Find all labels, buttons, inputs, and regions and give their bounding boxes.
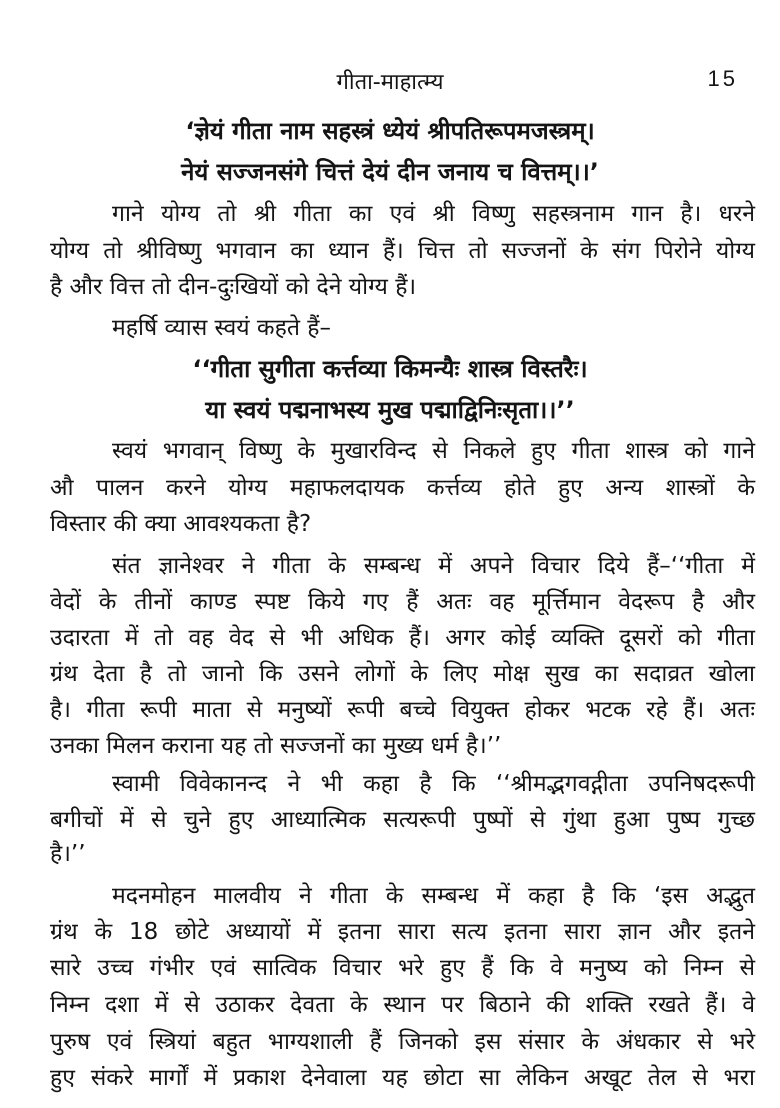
- text-line: मदनमोहन मालवीय ने गीता के सम्बन्ध में कहा है कि ‘इस अद्भुत: [112, 883, 755, 909]
- text-line: विस्तार की क्या आवश्यकता है?: [50, 511, 312, 537]
- text-line: योग्य तो श्रीविष्णु भगवान का ध्यान हैं। चित्त तो सज्जनों के संग पिरोने योग्य: [50, 238, 755, 264]
- text-line: पुरुष एवं स्त्रियां बहुत भाग्यशाली हैं जिनको इस संसार के अंधकार से भरे: [50, 1029, 755, 1055]
- text-line: महर्षि व्यास स्वयं कहते हैं–: [112, 315, 331, 341]
- page-number: 15: [707, 66, 738, 91]
- text-line: है और वित्त तो दीन-दुःखियों को देने योग्य हैं।: [50, 274, 417, 300]
- text-line: संत ज्ञानेश्वर ने गीता के सम्बन्ध में अपने विचार दिये हैं–‘‘गीता में: [112, 553, 755, 579]
- running-title: गीता-माहात्म्य: [336, 70, 444, 95]
- text-line: उदारता में तो वह वेद से भी अधिक हैं। अगर कोई व्यक्ति दूसरों को गीता: [50, 625, 755, 651]
- text-line: औ पालन करने योग्य महाफलदायक कर्त्तव्य होते हुए अन्य शास्त्रों के: [50, 475, 755, 501]
- text-line: ग्रंथ के 18 छोटे अध्यायों में इतना सारा सत्य इतना सारा ज्ञान और इतने: [50, 919, 755, 945]
- page-header: [0, 62, 780, 98]
- verse-line: या स्वयं पद्मनाभस्य मुख पद्माद्विनिःसृता।।’’: [205, 396, 575, 424]
- text-line: स्वयं भगवान् विष्णु के मुखारविन्द से निकले हुए गीता शास्त्र को गाने: [112, 438, 755, 464]
- verse-line: ‘‘गीता सुगीता कर्त्तव्या किमन्यैः शास्त्र विस्तरैः।: [192, 355, 588, 383]
- text-line: स्वामी विवेकानन्द ने भी कहा है कि ‘‘श्रीमद्भगवद्गीता उपनिषदरूपी: [112, 771, 755, 797]
- text-line: है। गीता रूपी माता से मनुष्यों रूपी बच्चे वियुक्त होकर भटक रहे हैं। अतः: [50, 697, 755, 723]
- text-line: है।’’: [50, 841, 86, 867]
- text-line: निम्न दशा में से उठाकर देवता के स्थान पर बिठाने की शक्ति रखते हैं। वे: [50, 992, 755, 1018]
- text-line: बगीचों में से चुने हुए आध्यात्मिक सत्यरूपी पुष्पों से गुंथा हुआ पुष्प गुच्छ: [50, 807, 755, 833]
- text-line: हुए संकरे मार्गों में प्रकाश देनेवाला यह छोटा सा लेकिन अखूट तेल से भरा: [50, 1065, 755, 1091]
- verse-line: नेयं सज्जनसंगे चित्तं देयं दीन जनाय च वित्तम्।।’: [181, 158, 599, 186]
- verse-line: ‘ज्ञेयं गीता नाम सहस्त्रं ध्येयं श्रीपतिरूपमजस्त्रम्।: [185, 117, 595, 145]
- text-line: ग्रंथ देता है तो जानो कि उसने लोगों के लिए मोक्ष सुख का सदाव्रत खोला: [50, 661, 755, 687]
- text-line: गाने योग्य तो श्री गीता का एवं श्री विष्णु सहस्त्रनाम गान है। धरने: [112, 201, 755, 227]
- text-line: उनका मिलन कराना यह तो सज्जनों का मुख्य धर्म है।’’: [50, 733, 502, 759]
- text-line: वेदों के तीनों काण्ड स्पष्ट किये गए हैं अतः वह मूर्त्तिमान वेदरूप है और: [50, 589, 755, 615]
- text-line: सारे उच्च गंभीर एवं सात्विक विचार भरे हुए हैं कि वे मनुष्य को निम्न से: [50, 955, 755, 981]
